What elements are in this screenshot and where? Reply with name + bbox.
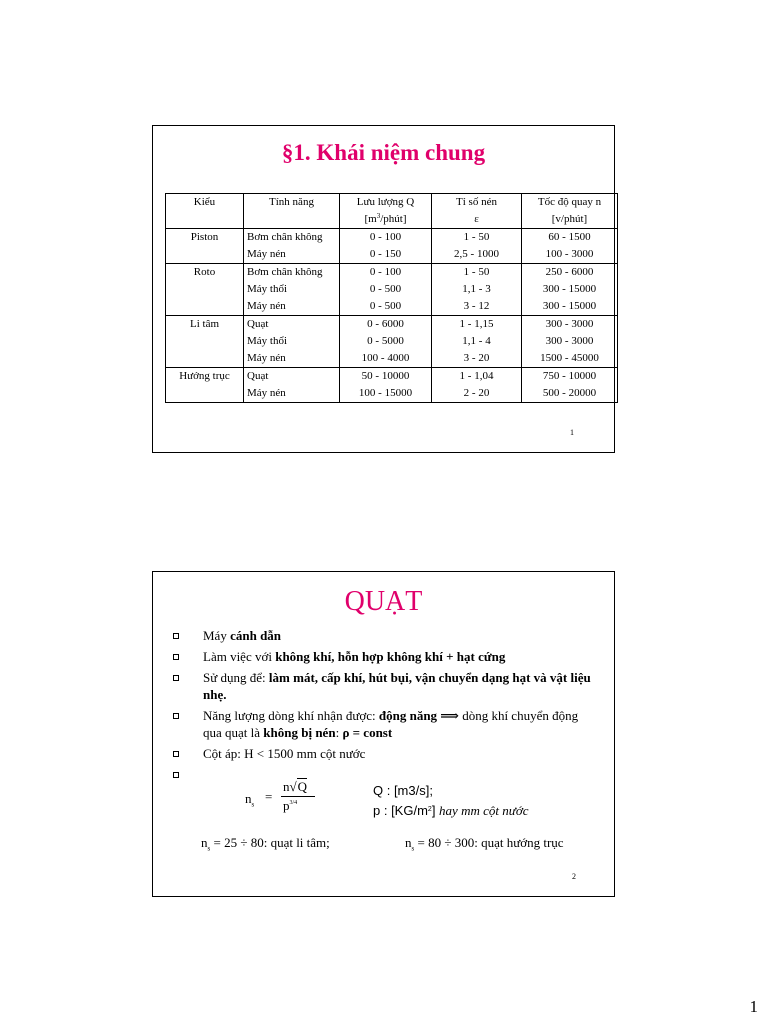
cell-speed: 60 - 1500 100 - 3000 xyxy=(522,229,618,264)
units-legend: Q : [m3/s]; p : $[KG/m^2]$ hay mm cột nước xyxy=(373,783,529,818)
cell-features: Quạt Máy thổi Máy nén xyxy=(244,316,340,368)
square-bullet-icon xyxy=(173,772,179,778)
page-number: 1 xyxy=(749,997,758,1016)
ns-axial: $n_s = 80 \div 300$: quạt hướng trục xyxy=(405,835,564,853)
slide-1-title: §1. Khái niệm chung xyxy=(281,140,486,165)
header-type: Kiểu xyxy=(166,194,244,229)
header-flow: Lưu lượng Q $[m^3/phút]$ xyxy=(340,194,432,229)
square-bullet-icon xyxy=(173,751,179,757)
cell-ratio: 1 - 1,04 2 - 20 xyxy=(432,368,522,403)
cell-speed: 750 - 10000 500 - 20000 xyxy=(522,368,618,403)
square-bullet-icon xyxy=(173,713,179,719)
header-ratio: Tỉ số nén ε xyxy=(432,194,522,229)
cell-speed: 300 - 3000 300 - 3000 1500 - 45000 xyxy=(522,316,618,368)
slide-2-title: QUẠT xyxy=(344,586,423,617)
cell-type: Li tâm xyxy=(166,316,244,368)
cell-type: Hướng trục xyxy=(166,368,244,403)
cell-features: Quạt Máy nén xyxy=(244,368,340,403)
cell-flow: 50 - 10000 100 - 15000 xyxy=(340,368,432,403)
table-row xyxy=(166,316,618,368)
list-item: Cột áp: H < 1500 mm cột nước xyxy=(167,745,597,762)
specific-speed-formula: $n_s$ = n√Q $p^{3/4}$ xyxy=(245,777,355,827)
table-row xyxy=(166,229,618,264)
cell-flow: 0 - 6000 0 - 5000 100 - 4000 xyxy=(340,316,432,368)
cell-features: Bơm chân không Máy thổi Máy nén xyxy=(244,264,340,316)
slide-1 xyxy=(152,125,615,453)
compressor-table xyxy=(165,193,618,403)
cell-flow: 0 - 100 0 - 500 0 - 500 xyxy=(340,264,432,316)
cell-type: Roto xyxy=(166,264,244,316)
cell-ratio: 1 - 50 2,5 - 1000 xyxy=(432,229,522,264)
bullet-list xyxy=(167,627,597,787)
list-item: Năng lượng dòng khí nhận được: động năng ⟹ dòng khí chuyển động qua quạt là không bị nén: ρ = const xyxy=(167,707,597,741)
list-item: Làm việc với không khí, hỗn hợp không khí + hạt cứng xyxy=(167,648,597,665)
header-features: Tính năng xyxy=(244,194,340,229)
square-bullet-icon xyxy=(173,633,179,639)
table-row xyxy=(166,368,618,403)
slide-2 xyxy=(152,571,615,897)
list-item: Máy cánh dẫn xyxy=(167,627,597,644)
header-speed: Tốc độ quay n [v/phút] xyxy=(522,194,618,229)
cell-ratio: 1 - 50 1,1 - 3 3 - 12 xyxy=(432,264,522,316)
square-bullet-icon xyxy=(173,654,179,660)
square-bullet-icon xyxy=(173,675,179,681)
implies-arrow-icon: ⟹ xyxy=(437,708,463,723)
table-row xyxy=(166,264,618,316)
ns-centrifugal: $n_s = 25 \div 80$: quạt li tâm; xyxy=(201,835,330,853)
cell-flow: 0 - 100 0 - 150 xyxy=(340,229,432,264)
cell-speed: 250 - 6000 300 - 15000 300 - 15000 xyxy=(522,264,618,316)
slide-2-number: 2 xyxy=(572,872,576,881)
cell-type: Piston xyxy=(166,229,244,264)
table-header-row xyxy=(166,194,618,229)
slide-1-number: 1 xyxy=(570,428,574,437)
fraction-bar xyxy=(281,796,315,797)
cell-features: Bơm chân không Máy nén xyxy=(244,229,340,264)
list-item: Sử dụng để: làm mát, cấp khí, hút bụi, vận chuyển dạng hạt và vật liệu nhẹ. xyxy=(167,669,597,703)
cell-ratio: 1 - 1,15 1,1 - 4 3 - 20 xyxy=(432,316,522,368)
